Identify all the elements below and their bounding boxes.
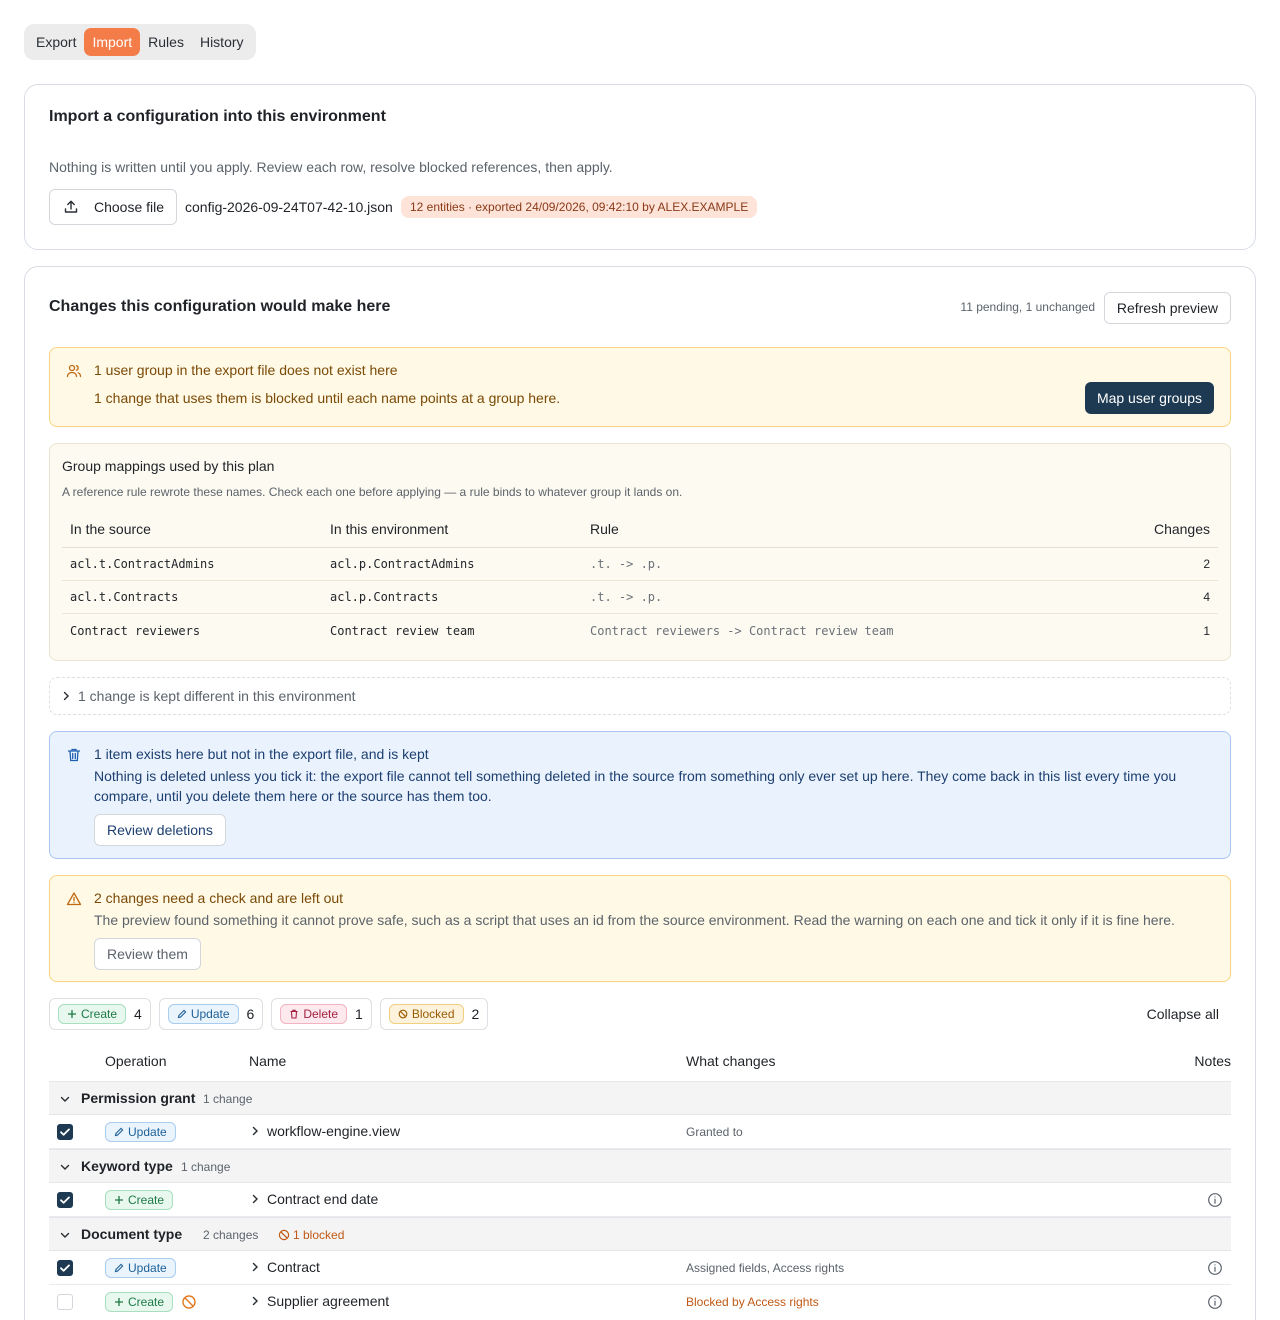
mapping-row [62, 581, 1218, 614]
user-group-alert [49, 347, 1231, 427]
chevron-down-icon [59, 1093, 71, 1105]
summary-blocked[interactable] [380, 998, 489, 1030]
deletion-alert [49, 731, 1231, 859]
row-checkbox[interactable] [57, 1260, 73, 1276]
import-subtitle: Nothing is written until you apply. Review each row, resolve blocked references, then apply. [49, 159, 613, 175]
refresh-preview-button[interactable]: Refresh preview [1104, 292, 1231, 324]
summary-create[interactable] [49, 998, 151, 1030]
header-operation: Operation [105, 1053, 167, 1069]
deletion-alert-body: Nothing is deleted unless you tick it: the export file cannot tell something deleted in the source from something only ever set up here. They come back in this list every time you compare, until you delete them here or the source has them too. [94, 768, 1177, 804]
group-document-type[interactable] [49, 1217, 1231, 1251]
pencil-icon [177, 1009, 187, 1019]
group-name: Document type [81, 1226, 183, 1242]
row-name: Supplier agreement [267, 1293, 390, 1309]
operation-badge [105, 1122, 176, 1142]
mapping-target: Contract review team [330, 623, 475, 638]
kept-different-label: 1 change is kept different in this environment [78, 688, 356, 704]
row-name-toggle[interactable] [249, 1123, 400, 1139]
mapping-rule: .t. -> .p. [590, 557, 663, 571]
blocked-badge [389, 1004, 464, 1024]
review-deletions-button[interactable]: Review deletions [94, 814, 226, 846]
row-name: Contract end date [267, 1191, 379, 1207]
blocked-count: 2 [471, 1006, 480, 1022]
tab-rules[interactable]: Rules [148, 34, 184, 50]
kept-different-toggle[interactable] [49, 677, 1231, 715]
row-name-toggle[interactable] [249, 1191, 378, 1207]
choose-file-button[interactable] [49, 189, 177, 225]
plus-icon [114, 1297, 124, 1307]
update-badge [168, 1004, 239, 1024]
what-changes: Granted to [686, 1125, 743, 1139]
pencil-icon [114, 1127, 124, 1137]
chevron-down-icon [59, 1229, 71, 1241]
mapping-row [62, 548, 1218, 581]
chevron-right-icon [249, 1295, 261, 1307]
header-name: Name [249, 1053, 287, 1069]
col-source: In the source [70, 520, 151, 537]
operation-badge [105, 1258, 176, 1278]
group-blocked-count [278, 1228, 344, 1242]
group-name: Keyword type [81, 1158, 173, 1174]
review-them-button[interactable]: Review them [94, 938, 201, 970]
tab-bar [24, 24, 256, 60]
group-keyword-type[interactable] [49, 1149, 1231, 1183]
change-row [49, 1251, 1231, 1285]
info-icon[interactable] [1207, 1294, 1223, 1310]
mappings-title: Group mappings used by this plan [62, 458, 275, 474]
chevron-right-icon [60, 690, 72, 702]
mapping-target: acl.p.ContractAdmins [330, 557, 475, 571]
mappings-subtitle: A reference rule rewrote these names. Check each one before applying — a rule binds to whatever group it lands on. [62, 485, 683, 499]
operation-badge [105, 1292, 173, 1312]
upload-icon [63, 199, 79, 215]
create-label: Create [81, 1007, 118, 1021]
pencil-icon [114, 1263, 124, 1273]
group-count: 1 change [181, 1160, 231, 1174]
operation-label: Create [128, 1193, 165, 1207]
summary-counts [49, 998, 488, 1030]
col-target: In this environment [330, 520, 449, 537]
group-blocked-label: 1 blocked [293, 1228, 345, 1242]
blocked-icon [278, 1229, 290, 1241]
tab-import[interactable]: Import [84, 28, 140, 56]
chevron-down-icon [59, 1161, 71, 1173]
create-count: 4 [134, 1006, 142, 1022]
mapping-changes: 4 [1203, 590, 1210, 604]
create-badge [58, 1004, 126, 1024]
check-alert-body: The preview found something it cannot prove safe, such as a script that uses an id from the source environment. Read the warning on each one and tick it only if it is fine here. [94, 912, 1175, 928]
import-card [24, 84, 1256, 250]
chevron-right-icon [249, 1261, 261, 1273]
check-icon [57, 1192, 73, 1208]
tab-export[interactable]: Export [36, 34, 77, 50]
delete-count: 1 [355, 1006, 363, 1022]
changes-table-header [49, 1047, 1231, 1082]
group-name: Permission grant [81, 1090, 196, 1106]
summary-update[interactable] [159, 998, 264, 1030]
check-icon [57, 1124, 73, 1140]
blocked-icon [181, 1294, 197, 1310]
mappings-header [62, 510, 1218, 548]
what-changes: Blocked by Access rights [686, 1295, 819, 1309]
mapping-rule: .t. -> .p. [590, 590, 663, 604]
row-name-toggle[interactable] [249, 1293, 389, 1309]
mapping-changes: 2 [1203, 557, 1210, 571]
row-checkbox[interactable] [57, 1294, 73, 1310]
group-count: 1 change [203, 1092, 253, 1106]
mapping-source: Contract reviewers [70, 623, 201, 638]
header-notes: Notes [1194, 1053, 1231, 1069]
changes-title: Changes this configuration would make here [49, 298, 391, 315]
mapping-target: acl.p.Contracts [330, 590, 439, 604]
plus-icon [114, 1195, 124, 1205]
what-changes: Assigned fields, Access rights [686, 1261, 845, 1275]
user-group-alert-body: 1 change that uses them is blocked until each name points at a group here. [94, 390, 561, 406]
pending-summary: 11 pending, 1 unchanged [960, 300, 1095, 314]
chevron-right-icon [249, 1125, 261, 1137]
warning-icon [66, 891, 82, 907]
update-label: Update [190, 1007, 230, 1021]
group-permission-grant[interactable] [49, 1081, 1231, 1115]
users-icon [66, 363, 82, 379]
group-count: 2 changes [203, 1228, 259, 1242]
col-changes: Changes [1153, 520, 1210, 537]
update-count: 6 [246, 1006, 255, 1022]
collapse-all-button[interactable]: Collapse all [1146, 1006, 1219, 1022]
check-alert-title: 2 changes need a check and are left out [94, 890, 344, 906]
tab-history[interactable]: History [199, 34, 244, 50]
map-user-groups-button[interactable]: Map user groups [1085, 382, 1214, 414]
operation-badge [105, 1190, 173, 1210]
file-info-badge: 12 entities · exported 24/09/2026, 09:42:10 by ALEX.EXAMPLE [401, 196, 757, 218]
info-icon[interactable] [1207, 1260, 1223, 1276]
row-checkbox[interactable] [57, 1192, 73, 1208]
group-mappings-panel [49, 443, 1231, 661]
row-checkbox[interactable] [57, 1124, 73, 1140]
blocked-icon [398, 1009, 408, 1019]
check-icon [57, 1260, 73, 1276]
mapping-rule: Contract reviewers -> Contract review team [590, 623, 894, 638]
row-name-toggle[interactable] [249, 1259, 320, 1275]
plus-icon [67, 1009, 77, 1019]
delete-badge [280, 1004, 347, 1024]
deletion-alert-title: 1 item exists here but not in the export file, and is kept [94, 746, 429, 762]
summary-delete[interactable] [271, 998, 371, 1030]
trash-icon [289, 1009, 299, 1019]
trash-icon [66, 747, 82, 763]
blocked-label: Blocked [411, 1007, 455, 1021]
chevron-right-icon [249, 1193, 261, 1205]
delete-label: Delete [303, 1007, 339, 1021]
mapping-changes: 1 [1203, 623, 1210, 638]
selected-filename: config-2026-09-24T07-42-10.json [185, 199, 393, 215]
operation-label: Create [128, 1295, 165, 1309]
operation-label: Update [128, 1261, 167, 1275]
mapping-row [62, 614, 1218, 647]
row-name: Contract [267, 1259, 320, 1275]
mapping-source: acl.t.ContractAdmins [70, 557, 215, 571]
mapping-source: acl.t.Contracts [70, 590, 179, 604]
changes-card [24, 266, 1256, 1320]
user-group-alert-title: 1 user group in the export file does not exist here [94, 362, 398, 378]
import-title: Import a configuration into this environment [49, 108, 386, 125]
row-name: workflow-engine.view [267, 1123, 401, 1139]
change-row [49, 1183, 1231, 1217]
info-icon[interactable] [1207, 1192, 1223, 1208]
col-rule: Rule [590, 520, 619, 537]
operation-label: Update [128, 1125, 167, 1139]
check-alert [49, 875, 1231, 982]
change-row [49, 1115, 1231, 1149]
choose-file-label: Choose file [94, 199, 165, 215]
change-row [49, 1285, 1231, 1319]
header-what-changes: What changes [686, 1053, 776, 1069]
